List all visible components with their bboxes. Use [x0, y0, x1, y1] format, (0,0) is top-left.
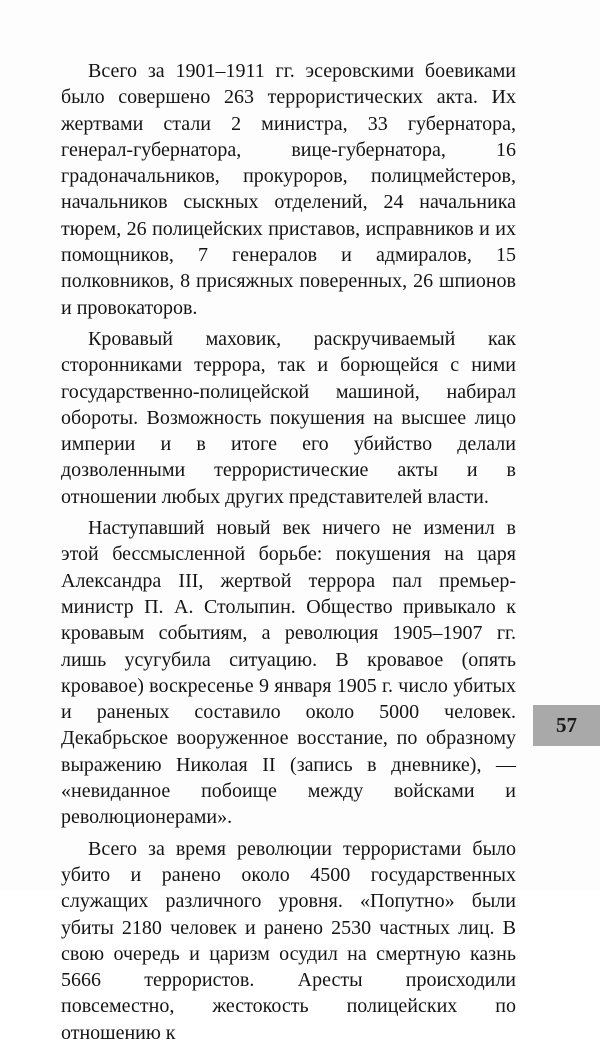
- body-text: [61, 58, 516, 1046]
- page-number-tab: [533, 705, 600, 746]
- paragraph-1: Всего за 1901–1911 гг. эсеровскими боевиками было совершено 263 террористических акта. Их жертвами стали 2 министра, 33 губернатора, генерал-губернатора, вице-губернатора, 16 градоначальников, прокуроров, полицмейстеров, начальников сыскных отделений, 24 начальника тюрем, 26 полицейских приставов, исправников и их помощников, 7 генералов и адмиралов, 15 полковников, 8 присяжных поверенных, 26 шпионов и провокаторов.: [61, 60, 516, 319]
- paragraph-2: Кровавый маховик, раскручиваемый как сторонниками террора, так и борющейся с ними государственно-полицейской машиной, набирал обороты. Возможность покушения на высшее лицо империи и в итоге его убийство делали дозволенными террористические акты и в отношении любых других представителей власти.: [61, 327, 516, 508]
- paragraph-3: Наступавший новый век ничего не изменил в этой бессмысленной борьбе: покушения на царя Александра III, жертвой террора пал премьер-министр П. А. Столыпин. Общество привыкало к кровавым событиям, а революция 1905–1907 гг. лишь усугубила ситуацию. В кровавое (опять кровавое) воскресенье 9 января 1905 г. число убитых и раненых составило около 5000 человек. Декабрьское вооруженное восстание, по образному выражению Николая II (запись в дневнике), — «невиданное побоище между войсками и революционерами».: [61, 517, 516, 829]
- paragraph-4: Всего за время революции террористами было убито и ранено около 4500 государственных служащих различного уровня. «Попутно» были убиты 2180 человек и ранено 2530 частных лиц. В свою очередь и царизм осудил на смертную казнь 5666 террористов. Аресты происходили повсеместно, жестокость полицейских по отношению к: [61, 837, 516, 1044]
- page-number: 57: [556, 713, 577, 737]
